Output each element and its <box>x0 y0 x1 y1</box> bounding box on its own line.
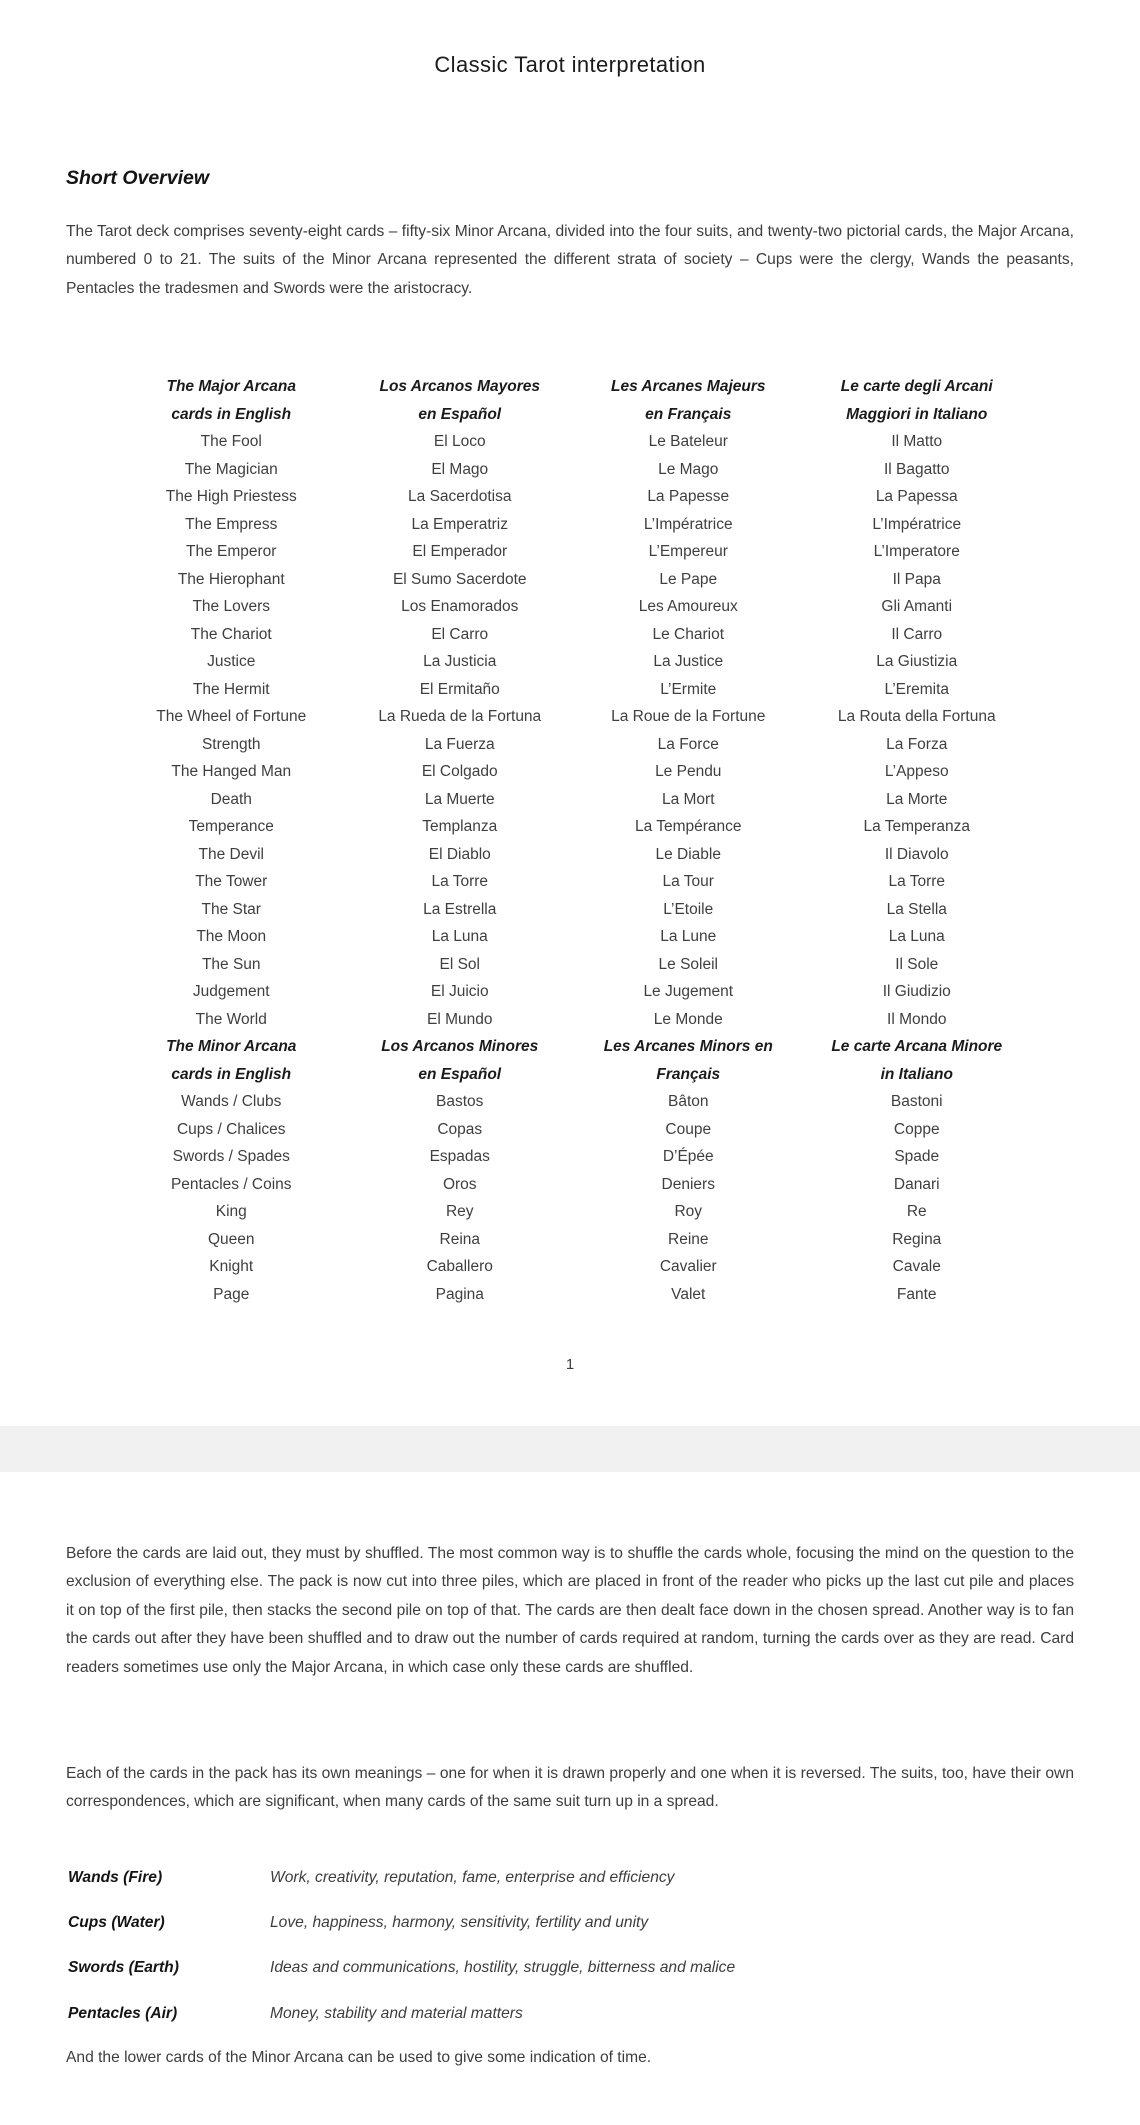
shuffle-paragraph: Before the cards are laid out, they must by shuffled. The most common way is to shuffle the cards whole, focusing the mind on the question to the exclusion of everything else. The pack is now cut into three piles, which are placed in front of the reader who picks up the last cut pile and places it on top of the first pile, then stacks the second pile on top of that. The cards are then dealt face down in the chosen spread. Another way is to fan the cards out after they have been shuffled and to draw out the number of cards required at random, turning the cards over as they are read. Card readers sometimes use only the Major Arcana, in which case only these cards are shuffled. <box>66 1545 1074 1676</box>
table-cell: The Empress <box>185 515 278 533</box>
table-cell: Coppe <box>893 1120 940 1138</box>
table-cell: La Fuerza <box>424 735 495 753</box>
table-cell: La Lune <box>660 928 717 945</box>
table-cell: L’Ermite <box>660 680 717 698</box>
table-row <box>117 1116 1031 1144</box>
table-cell: Cavalier <box>659 1258 717 1275</box>
table-cell: Deniers <box>661 1175 715 1193</box>
table-cell: The High Priestess <box>165 488 297 505</box>
closing-line: And the lower cards of the Minor Arcana can be used to give some indication of time. <box>66 2049 652 2066</box>
table-cell: The World <box>195 1010 267 1028</box>
suit-meanings-list <box>66 1864 1074 2059</box>
table-cell: Danari <box>893 1175 940 1193</box>
table-cell: Copas <box>437 1120 483 1138</box>
table-cell: Le Bateleur <box>648 433 728 450</box>
table-cell: Il Matto <box>891 433 943 450</box>
table-header-cell: Le carte Arcana Minore in Italiano <box>831 1038 1003 1083</box>
table-row <box>117 951 1031 979</box>
table-cell: Bastos <box>436 1093 484 1110</box>
table-cell: Bastoni <box>890 1093 943 1110</box>
table-row <box>117 676 1031 704</box>
table-cell: La Torre <box>888 873 946 890</box>
intro-paragraph: The Tarot deck comprises seventy-eight cards – fifty-six Minor Arcana, divided into the four suits, and twenty-two pictorial cards, the Major Arcana, numbered 0 to 21. The suits of the Minor Arcana represented the different strata of society – Cups were the clergy, Wands the peasants, Pentacles the tradesmen and Swords were the aristocracy. <box>66 223 1074 297</box>
table-cell: The Fool <box>200 433 262 450</box>
table-cell: El Loco <box>433 433 486 450</box>
table-header-cell: Les Arcanes Majeurs en Français <box>610 378 766 423</box>
table-cell: La Giustizia <box>876 653 958 670</box>
table-cell: El Sol <box>439 955 480 973</box>
table-cell: Il Mondo <box>887 1010 947 1028</box>
table-cell: Fante <box>896 1285 937 1303</box>
table-cell: The Devil <box>198 845 264 863</box>
document-title: Classic Tarot interpretation <box>434 52 706 77</box>
table-row <box>117 1198 1031 1226</box>
table-row <box>117 1226 1031 1254</box>
table-cell: L’Impératrice <box>872 515 962 533</box>
table-cell: The Wheel of Fortune <box>156 708 307 725</box>
table-cell: Templanza <box>422 818 498 835</box>
table-cell: Le Pape <box>659 570 718 588</box>
table-cell: El Mundo <box>427 1010 493 1028</box>
table-cell: Pagina <box>435 1285 484 1303</box>
table-row <box>117 1088 1031 1116</box>
table-cell: La Justice <box>653 653 724 670</box>
table-cell: The Hermit <box>192 680 270 698</box>
table-cell: Swords / Spades <box>172 1148 290 1165</box>
table-cell: Los Enamorados <box>401 598 519 615</box>
table-row <box>117 648 1031 676</box>
table-header-cell: Le carte degli Arcani Maggiori in Italiano <box>840 378 993 423</box>
table-cell: La Emperatriz <box>411 515 508 533</box>
table-row <box>117 1281 1031 1309</box>
table-row <box>117 566 1031 594</box>
table-cell: Le Pendu <box>655 763 722 780</box>
suit-label: Wands (Fire) <box>68 1869 163 1886</box>
table-cell: Il Giudizio <box>882 983 951 1000</box>
suit-label: Pentacles (Air) <box>68 2004 178 2022</box>
suit-meaning: Work, creativity, reputation, fame, enterprise and efficiency <box>270 1869 675 1886</box>
table-cell: La Papesse <box>647 488 730 505</box>
table-cell: La Papessa <box>875 488 958 505</box>
table-cell: El Colgado <box>421 763 498 780</box>
table-cell: L’Eremita <box>884 680 950 698</box>
table-cell: Gli Amanti <box>881 598 953 615</box>
table-header-row <box>117 373 1031 428</box>
table-cell: L’Appeso <box>884 763 949 780</box>
page-break-divider <box>0 1426 1140 1472</box>
table-cell: Le Chariot <box>652 625 724 643</box>
table-row <box>117 813 1031 841</box>
suit-meaning: Money, stability and material matters <box>270 2004 523 2022</box>
suit-meaning: Ideas and communications, hostility, struggle, bitterness and malice <box>270 1959 736 1977</box>
table-header-cell: The Minor Arcana cards in English <box>166 1038 297 1083</box>
table-row <box>117 978 1031 1006</box>
table-cell: Queen <box>207 1230 255 1248</box>
table-cell: La Routa della Fortuna <box>837 708 996 725</box>
table-header-cell: Los Arcanos Mayores en Español <box>379 378 540 423</box>
table-row <box>117 731 1031 759</box>
table-cell: Le Soleil <box>658 955 718 973</box>
table-cell: La Roue de la Fortune <box>611 708 766 725</box>
table-cell: The Star <box>201 900 261 918</box>
table-cell: Reine <box>668 1230 709 1248</box>
table-cell: El Diablo <box>428 845 491 863</box>
table-cell: The Lovers <box>192 598 271 615</box>
table-cell: El Mago <box>431 460 489 478</box>
table-row <box>117 923 1031 951</box>
table-cell: Regina <box>892 1230 942 1248</box>
table-cell: L’Imperatore <box>873 543 960 560</box>
table-cell: Valet <box>671 1285 706 1303</box>
table-cell: Wands / Clubs <box>181 1093 282 1110</box>
table-row <box>117 593 1031 621</box>
table-row <box>117 896 1031 924</box>
table-row <box>117 428 1031 456</box>
table-cell: Strength <box>201 735 261 753</box>
table-cell: Le Monde <box>653 1010 723 1028</box>
table-cell: Re <box>906 1203 927 1220</box>
suit-meaning: Love, happiness, harmony, sensitivity, fertility and unity <box>270 1914 649 1932</box>
table-cell: Reina <box>439 1230 480 1248</box>
table-cell: El Ermitaño <box>419 680 500 698</box>
table-row <box>117 511 1031 539</box>
table-cell: La Tour <box>662 873 714 890</box>
table-row <box>117 1143 1031 1171</box>
table-cell: Death <box>210 790 252 808</box>
table-cell: La Mort <box>661 790 715 808</box>
table-cell: L’Empereur <box>648 543 728 560</box>
table-cell: Il Sole <box>895 955 939 973</box>
table-cell: The Hierophant <box>177 570 285 588</box>
table-cell: The Hanged Man <box>171 763 292 780</box>
page-number: 1 <box>565 1356 575 1373</box>
table-cell: Les Amoureux <box>638 598 738 615</box>
table-cell: Il Papa <box>892 570 941 588</box>
table-cell: El Carro <box>431 625 489 643</box>
table-row <box>117 1253 1031 1281</box>
table-header-cell: Les Arcanes Minors en Français <box>603 1038 773 1083</box>
table-header-cell: Los Arcanos Minores en Español <box>381 1038 539 1083</box>
table-row <box>117 1006 1031 1034</box>
section-heading: Short Overview <box>66 167 210 189</box>
table-cell: D’Épée <box>662 1148 714 1165</box>
table-cell: Roy <box>674 1203 703 1220</box>
suit-row <box>66 2000 1074 2028</box>
table-row <box>117 456 1031 484</box>
arcana-translation-table <box>117 373 1031 1308</box>
table-cell: La Estrella <box>423 900 497 918</box>
table-cell: Il Carro <box>891 625 943 643</box>
table-cell: El Emperador <box>412 543 508 560</box>
table-cell: El Juicio <box>430 983 489 1000</box>
table-cell: Il Bagatto <box>884 460 950 478</box>
table-cell: Pentacles / Coins <box>170 1175 292 1193</box>
table-cell: La Justicia <box>423 653 497 670</box>
table-cell: La Morte <box>886 790 948 808</box>
meanings-paragraph: Each of the cards in the pack has its own meanings – one for when it is drawn properly and one when it is reversed. The suits, too, have their own correspondences, which are significant, when many cards of the same suit turn up in a spread. <box>66 1765 1074 1811</box>
table-cell: La Tempérance <box>634 818 742 835</box>
table-header-row <box>117 1033 1031 1088</box>
table-cell: The Magician <box>184 460 278 478</box>
table-cell: Espadas <box>429 1148 490 1165</box>
table-cell: Spade <box>894 1148 940 1165</box>
table-cell: Cups / Chalices <box>176 1120 286 1138</box>
table-cell: La Torre <box>431 873 489 890</box>
table-cell: La Forza <box>886 735 948 753</box>
table-cell: Page <box>213 1285 250 1303</box>
table-cell: La Rueda de la Fortuna <box>378 708 542 725</box>
table-cell: Il Diavolo <box>884 845 949 863</box>
suit-row <box>66 1864 1074 1892</box>
table-cell: Le Jugement <box>643 983 734 1000</box>
table-cell: Bâton <box>667 1093 709 1110</box>
table-cell: Le Mago <box>658 460 719 478</box>
suit-label: Cups (Water) <box>68 1914 165 1932</box>
table-cell: Cavale <box>892 1258 941 1275</box>
table-cell: The Sun <box>201 955 261 973</box>
table-cell: La Luna <box>888 928 945 945</box>
table-cell: Coupe <box>665 1120 712 1138</box>
table-row <box>117 758 1031 786</box>
table-cell: Justice <box>207 653 256 670</box>
table-cell: L’Impératrice <box>643 515 733 533</box>
table-header-cell: The Major Arcana cards in English <box>166 378 296 423</box>
table-cell: Rey <box>445 1203 474 1220</box>
suit-row <box>66 1954 1074 1982</box>
table-row <box>117 703 1031 731</box>
table-row <box>117 868 1031 896</box>
suit-label: Swords (Earth) <box>68 1959 179 1977</box>
table-row <box>117 841 1031 869</box>
table-cell: La Force <box>657 735 719 753</box>
table-cell: La Stella <box>886 900 947 918</box>
table-cell: The Tower <box>195 873 268 890</box>
table-cell: L’Etoile <box>663 900 714 918</box>
table-cell: King <box>215 1203 247 1220</box>
table-cell: Oros <box>442 1175 477 1193</box>
table-cell: Le Diable <box>655 845 721 863</box>
table-row <box>117 1171 1031 1199</box>
table-cell: La Sacerdotisa <box>408 488 512 505</box>
table-row <box>117 538 1031 566</box>
suit-row <box>66 1909 1074 1937</box>
table-cell: La Luna <box>431 928 488 945</box>
table-cell: Temperance <box>188 818 274 835</box>
table-row <box>117 621 1031 649</box>
table-cell: La Muerte <box>424 790 495 808</box>
table-cell: The Emperor <box>186 543 277 560</box>
table-cell: The Chariot <box>190 625 272 643</box>
table-cell: Caballero <box>426 1258 493 1275</box>
table-cell: Knight <box>209 1258 254 1275</box>
table-row <box>117 786 1031 814</box>
table-cell: La Temperanza <box>863 818 971 835</box>
table-cell: El Sumo Sacerdote <box>392 570 527 588</box>
table-cell: Judgement <box>192 983 270 1000</box>
table-row <box>117 483 1031 511</box>
table-cell: The Moon <box>196 928 267 945</box>
